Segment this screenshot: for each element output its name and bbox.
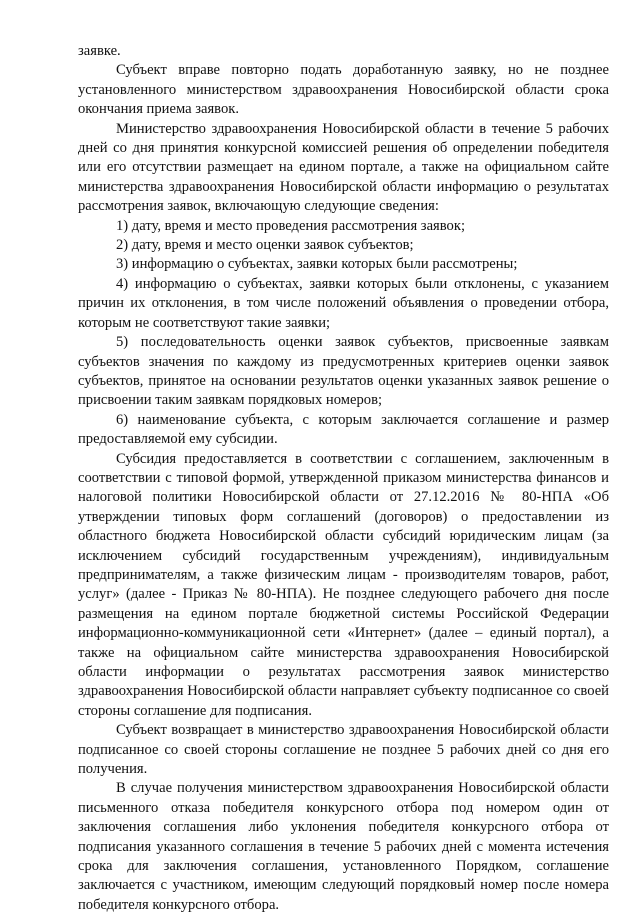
paragraph-subsidy-agreement: Субсидия предоставляется в соответствии с соглашением, заключенным в соответствии с типовой формой, утвержденной приказом министерства финансов и налоговой политики Новосибирской области от 27.12.2016 № 80-НПА «Об утверждении типовых форм соглашений (договоров) о предоставлении из областного бюджета Новосибирской области субсидий юридическим лицам (за исключением субсидий государственным учреждениям), индивидуальным предпринимателям, а также физическим лицам - производителям товаров, работ, услуг» (далее - Приказ № 80-НПА). Не позднее следующего рабочего дня после размещения на едином портале бюджетной системы Российской Федерации информационно-коммуникационной сети «Интернет» (далее – единый портал), а также на официальном сайте министерства здравоохранения Новосибирской области информации о результатах рассмотрения заявок министерство здравоохранения Новосибирской области направляет субъекту подписанное со своей стороны соглашение для подписания. [78,450,609,719]
paragraph-winner-refusal: В случае получения министерством здравоохранения Новосибирской области письменного отказа победителя конкурсного отбора под номером один от заключения соглашения либо уклонения победителя конкурсного отбора от подписания указанного соглашения в течение 5 рабочих дней с момента истечения срока для заключения соглашения, установленного Порядком, соглашение заключается с участником, имеющим следующий порядковый номер после номера победителя конкурсного отбора. [78,780,609,913]
list-item-4: 4) информацию о субъектах, заявки которых были отклонены, с указанием причин их отклонения, в том числе положений объявления о проведении отбора, которым не соответствуют такие заявки; [78,275,609,331]
list-item-1: 1) дату, время и место проведения рассмотрения заявок; [116,217,465,234]
paragraph-agreement-return: Субъект возвращает в министерство здравоохранения Новосибирской области подписанное со своей стороны соглашение не позднее 5 рабочих дней со дня его получения. [78,722,609,778]
paragraph-continuation: заявке. [78,43,121,59]
list-item-3: 3) информацию о субъектах, заявки которых были рассмотрены; [116,256,518,273]
document-body [78,42,609,915]
paragraph-results-publication: Министерство здравоохранения Новосибирской области в течение 5 рабочих дней со дня принятия конкурсной комиссией решения об определении победителя или его отсутствии размещает на едином портале, а также на официальном сайте министерства здравоохранения Новосибирской области информацию о результатах рассмотрения заявок, включающую следующие сведения: [78,120,609,215]
list-item-5: 5) последовательность оценки заявок субъектов, присвоенные заявкам субъектов значения по каждому из предусмотренных критериев оценки заявок субъектов, принятое на основании результатов оценки указанных заявок решение о присвоении таким заявкам порядковых номеров; [78,334,609,409]
list-item-2: 2) дату, время и место оценки заявок субъектов; [116,237,414,254]
list-item-6: 6) наименование субъекта, с которым заключается соглашение и размер предоставляемой ему субсидии. [78,411,609,448]
paragraph-resubmission: Субъект вправе повторно подать доработанную заявку, но не позднее установленного министерством здравоохранения Новосибирской области срока окончания приема заявок. [78,62,609,118]
